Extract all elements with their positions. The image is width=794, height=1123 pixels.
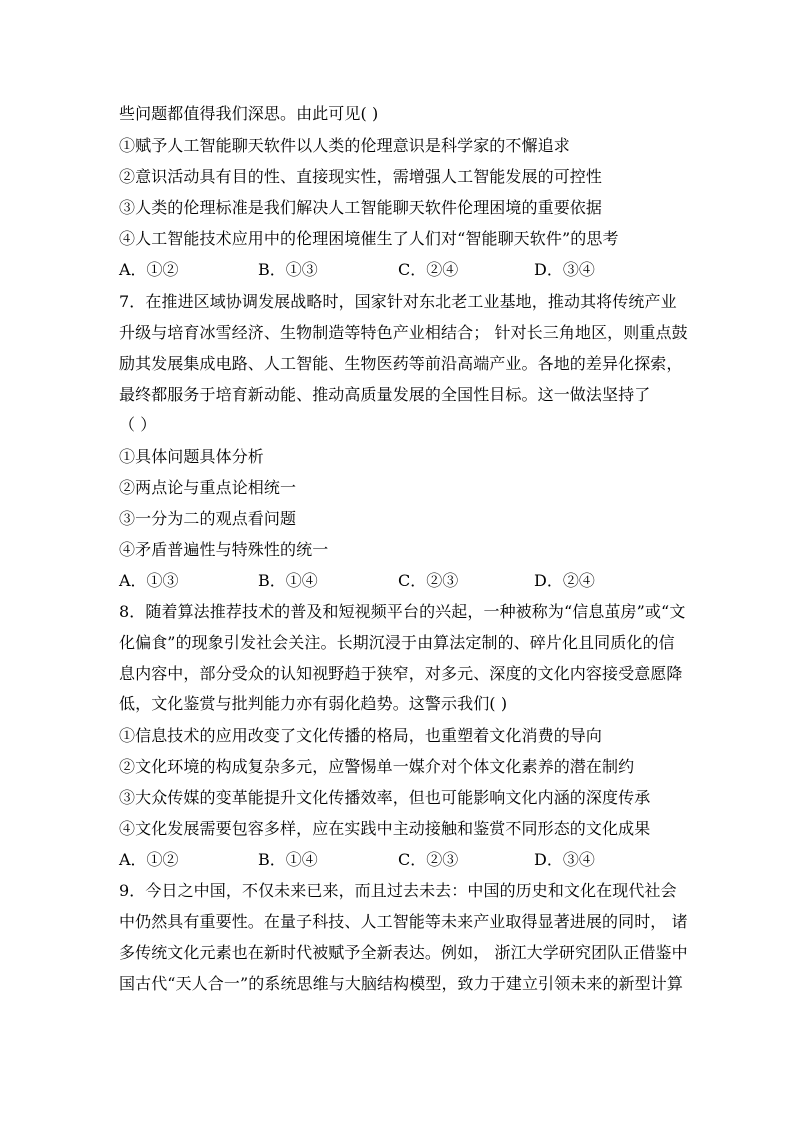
q8-stem-line-1: 8．随着算法推荐技术的普及和短视频平台的兴起，一种被称为“信息茧房”或“文 [119, 602, 686, 621]
q7-answer-blank: （ ） [119, 415, 157, 434]
q7-option-c: C．②③ [398, 571, 459, 590]
q6-options [119, 260, 679, 280]
q7-option-a: A．①③ [119, 571, 179, 590]
q6-statement-2: ②意识活动具有目的性、直接现实性，需增强人工智能发展的可控性 [119, 167, 603, 186]
q8-stem-line-4: 低，文化鉴赏与批判能力亦有弱化趋势。这警示我们( ) [119, 694, 508, 713]
q7-option-b: B．①④ [258, 571, 318, 590]
q8-stem-line-3: 息内容中，部分受众的认知视野趋于狭窄，对多元、深度的文化内容接受意愿降 [119, 664, 683, 683]
q6-statement-1: ①赋予人工智能聊天软件以人类的伦理意识是科学家的不懈追求 [119, 136, 570, 155]
q6-stem-tail: 些问题都值得我们深思。由此可见( ) [119, 104, 379, 123]
q7-statement-2: ②两点论与重点论相统一 [119, 478, 297, 497]
q6-option-b: B．①③ [258, 260, 318, 279]
q8-statement-1: ①信息技术的应用改变了文化传播的格局，也重塑着文化消费的导向 [119, 726, 603, 745]
q8-options [119, 850, 679, 870]
q6-statement-4: ④人工智能技术应用中的伦理困境催生了人们对“智能聊天软件”的思考 [119, 229, 619, 248]
q8-option-a: A．①② [119, 850, 179, 869]
q6-option-a: A．①② [119, 260, 179, 279]
q6-statement-3: ③人类的伦理标准是我们解决人工智能聊天软件伦理困境的重要依据 [119, 198, 603, 217]
q6-option-d: D．③④ [534, 260, 595, 279]
q7-statement-3: ③一分为二的观点看问题 [119, 509, 297, 528]
q9-stem-line-1: 9．今日之中国，不仅未来已来，而且过去未去：中国的历史和文化在现代社会 [119, 881, 677, 900]
q8-statement-2: ②文化环境的构成复杂多元，应警惕单一媒介对个体文化素养的潜在制约 [119, 757, 635, 776]
q7-option-d: D．②④ [534, 571, 595, 590]
q9-stem-line-3: 多传统文化元素也在新时代被赋予全新表达。例如， 浙江大学研究团队正借鉴中 [119, 943, 688, 962]
q8-option-d: D．③④ [534, 850, 595, 869]
q8-statement-4: ④文化发展需要包容多样，应在实践中主动接触和鉴赏不同形态的文化成果 [119, 819, 651, 838]
q7-statement-1: ①具体问题具体分析 [119, 447, 264, 466]
q8-option-b: B．①④ [258, 850, 318, 869]
q7-stem-line-4: 最终都服务于培育新动能、推动高质量发展的全国性目标。这一做法坚持了 [119, 385, 651, 404]
q8-option-c: C．②③ [398, 850, 459, 869]
q7-statement-4: ④矛盾普遍性与特殊性的统一 [119, 540, 329, 559]
q9-stem-line-2: 中仍然具有重要性。在量子科技、人工智能等未来产业取得显著进展的同时， 诸 [119, 912, 688, 931]
q9-stem-line-4: 国古代“天人合一”的系统思维与大脑结构模型，致力于建立引领未来的新型计算 [119, 974, 683, 993]
q7-options [119, 571, 679, 591]
q7-stem-line-1: 7．在推进区域协调发展战略时，国家针对东北老工业基地，推动其将传统产业 [119, 292, 677, 311]
q7-stem-line-2: 升级与培育冰雪经济、生物制造等特色产业相结合； 针对长三角地区，则重点鼓 [119, 323, 688, 342]
q7-stem-line-3: 励其发展集成电路、人工智能、生物医药等前沿高端产业。各地的差异化探索， [119, 354, 683, 373]
q6-option-c: C．②④ [398, 260, 459, 279]
q8-stem-line-2: 化偏食”的现象引发社会关注。长期沉浸于由算法定制的、碎片化且同质化的信 [119, 633, 675, 652]
q8-statement-3: ③大众传媒的变革能提升文化传播效率，但也可能影响文化内涵的深度传承 [119, 788, 651, 807]
